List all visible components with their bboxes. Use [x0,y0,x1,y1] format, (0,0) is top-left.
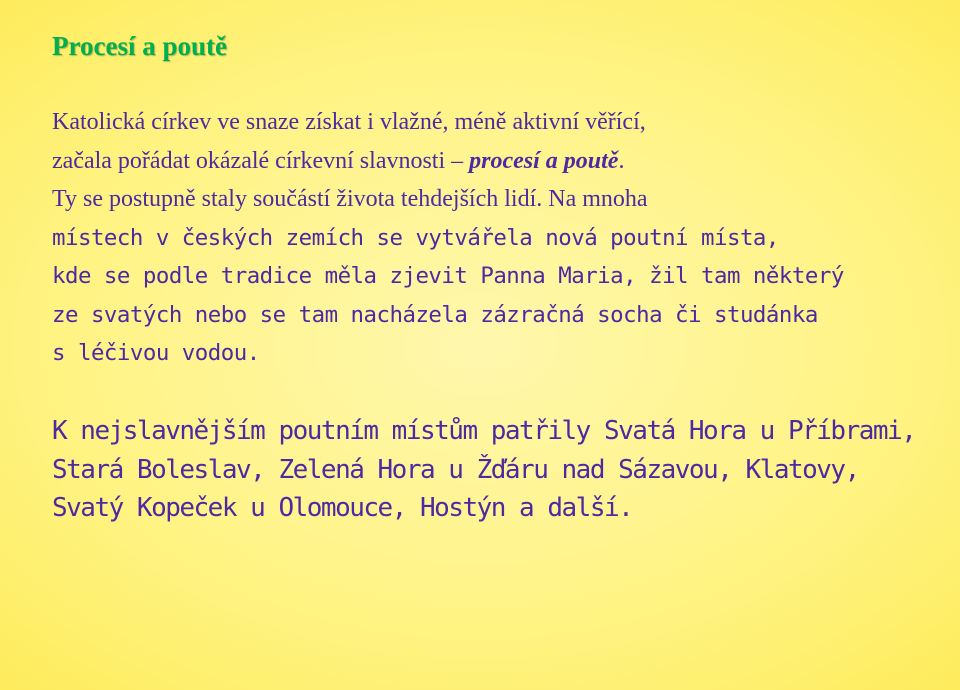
paragraph-intro-line-1: Katolická církev ve snaze získat i vlažné, méně aktivní věřící, [52,109,646,135]
paragraph-intro-line-4: místech v českých zemích se vytvářela nová poutní místa, [52,224,779,251]
line-2-text: začala pořádat okázalé církevní slavnosti – [52,147,470,174]
paragraph-pilgrimage-sites [52,412,915,528]
slide-title: Procesí a poutě [52,31,227,61]
paragraph-intro [52,103,844,373]
paragraph-intro-line-5: kde se podle tradice měla zjevit Panna Maria, žil tam některý [52,263,844,289]
paragraph-intro-line-3: Ty se postupně staly součástí života tehdejších lidí. Na mnoha [52,186,648,212]
paragraph-sites-line-3: Svatý Kopeček u Olomouce, Hostýn a další. [52,493,633,523]
paragraph-sites-line-2: Stará Boleslav, Zelená Hora u Žďáru nad Sázavou, Klatovy, [52,454,859,485]
paragraph-intro-line-2 [52,142,844,181]
paragraph-intro-line-6: ze svatých nebo se tam nacházela zázračná socha či studánka [52,301,818,328]
emphasis-procesi-a-poute: procesí a poutě [469,147,619,174]
paragraph-intro-line-7: s léčivou vodou. [52,340,260,366]
line-2-period: . [618,147,625,174]
paragraph-sites-line-1: K nejslavnějším poutním místům patřily Svatá Hora u Příbrami, [52,416,916,446]
